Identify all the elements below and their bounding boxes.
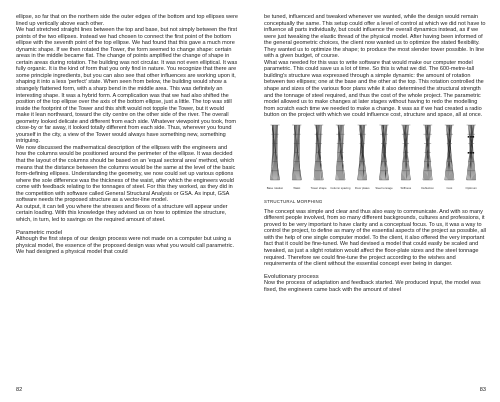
page-number: 82 xyxy=(16,387,23,393)
paragraph: What was needed for this was to write software that would make our computer model parametric. This could save us a lot of time. So this is what we did. The 600-metre-tall building's structure was expressed through a simple dynamic: the amount of rotation between two ellipses; one at the base and the other at the top. This rotation controlled the shape and sizes of the various floor plans while it also determined the structural strength and the tonnage of steel required, and thus the cost of the whole project. The parametric model allowed us to make changes at later stages without having to redo the modelling from scratch each time we needed to make a change. It was as if we had created a radio button on the project with which we could influence cost, structure and space, all at once. xyxy=(264,59,484,119)
tower-label: Column spacing xyxy=(330,185,351,190)
structural-morphing-figure xyxy=(264,122,486,206)
section-heading: Evolutionary process xyxy=(264,273,319,280)
tower-label: Deflection xyxy=(421,185,434,190)
figure-caption: STRUCTURAL MORPHING xyxy=(264,198,323,204)
tower-label: Tower shape xyxy=(310,185,327,190)
page-number: 83 xyxy=(479,387,486,393)
paragraph: We now discussed the mathematical description of the ellipses with the engineers and how the columns would be positioned around the perimeter of the ellipse. It was decided that the layout of the columns should be based on an 'equal sectoral area' method, which means that the distance between the columns would be the same at the level of the basic form-defining ellipses. Understanding the geometry, we now could set up various options where the sole difference was the thickness of the waist, after which the engineers would come with feedback relating to the tonnages of steel. For this they worked, as they did in the competition with software called General Structural Analysis or GSA. As input, GSA software needs the proposed structure as a vector-line model. xyxy=(16,144,236,204)
right-text-column xyxy=(264,14,486,294)
paragraph: be tuned, influenced and tweaked whenever we wanted, while the design would remain conceptually the same. This setup could offer a level of control at which we did not have to influence all parts individually, but could influence the overall dynamics instead, as if we were just tweaking the elastic thread of the physical model. After having been informed of the general geometric choices, the client now wanted us to optimize the stated flexibility. They wanted us to optimize the shape; to produce the most slender tower possible. In line with a given budget, of course. xyxy=(264,14,486,60)
tower-diagram xyxy=(401,125,410,180)
tower-label: Optimum xyxy=(465,185,477,190)
tower-diagram xyxy=(270,125,279,180)
tower-diagram xyxy=(423,125,432,180)
paragraph: We had stretched straight lines between the top and base, but not simply between the first points of the two ellipses. Instead we had chosen to connect the first point of the bottom ellipse with the seventh point of the top ellipse. We had found that this gave a much more dynamic shape. If we then rotated the Tower, the form seemed to change shape: certain areas in the middle became flat. The change of points amplified the change of shape in certain areas during rotation. The building was not circular. It was not even elliptical. It was fully organic. It is the kind of form that you only find in nature. You recognize that there are some principle ingredients, but you can also see that other influences are working upon it, shaping it into a less 'perfect' state. When seen from below, the building would show a strangely flattened form, with a sharp bend in the middle area. This was definitely an interesting shape. It was a hybrid form. A complication was that we had also shifted the position of the top ellipse over the axis of the bottom ellipse, just a little. The top was still inside the footprint of the Tower and this shift would not topple the Tower, but it would make it lean northward, toward the city centre on the other side of the river. The overall geometry looked delicate and different from each side. Whatever viewpoint you took, from close-by or far away, it looked totally different from each side. Thus, wherever you found yourself in the city, a view of the Tower would always have something new, something intriguing. xyxy=(16,27,238,145)
tower-diagram xyxy=(467,125,476,180)
tower-diagram xyxy=(445,125,454,180)
tower-diagram xyxy=(292,125,301,180)
tower-diagram xyxy=(336,125,345,180)
tower-diagram xyxy=(358,125,367,180)
tower-label: Floor plates xyxy=(354,185,370,190)
tower-label: Base rotation xyxy=(266,185,284,190)
paragraph: As output, it can tell you where the stresses and flexes of a structure will appear under certain loading. With this knowledge they advised us on how to optimize the structure, which, in turn, led to savings on the required amount of steel. xyxy=(16,203,228,223)
tower-label: Stiffness xyxy=(400,185,412,190)
paragraph: Now the process of adaptation and feedback started. We produced input, the model was fixed, the engineers came back with the amount of steel xyxy=(264,280,481,294)
tower-morph-diagram xyxy=(264,122,486,198)
right-page xyxy=(250,0,500,402)
paragraph: ellipse, so far that on the northern side the outer edges of the bottom and top ellipses were lined up vertically above each other. xyxy=(16,14,239,27)
paragraph: The concept was simple and clear and thus also easy to communicate. And with so many different people involved, from so many different backgrounds, cultures and professions, it proved to be very important to have clarity and a conceptual focus. To us, it was a way to control the project, to define as many of the essential aspects of the project as possible, all with the help of one single computer model. To the client, it also offered the very important fact that it could be fine-tuned. We had devised a model that could easily be scaled and tweaked, as just a slight rotation would affect the floor-plate sizes and the steel tonnage required. Therefore we could fine-tune the project according to the wishes and requirements of the client without the essential concept ever being in danger. xyxy=(264,208,487,268)
paragraph: Although the first steps of our design process were not made on a computer but using a physical model, the essence of the proposed design was what you would call parametric. We had designed a physical model that could xyxy=(16,236,234,256)
left-text-column xyxy=(16,14,238,256)
tower-label: Cost xyxy=(446,185,453,190)
tower-diagram xyxy=(379,125,388,180)
tower-diagram xyxy=(314,125,323,180)
tower-label: Waist xyxy=(293,185,301,190)
tower-label: Steel tonnage xyxy=(375,185,393,190)
section-heading: Parametric model xyxy=(16,229,63,236)
